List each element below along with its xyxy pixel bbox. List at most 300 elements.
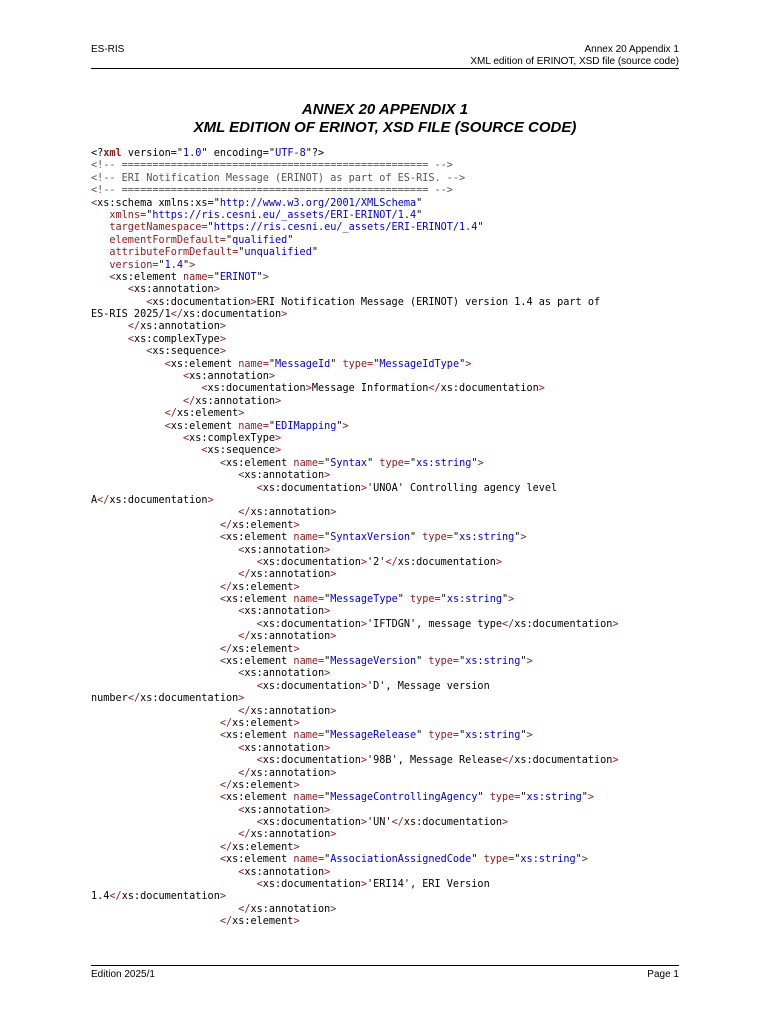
code-token: <: [219, 594, 226, 606]
code-token: </: [238, 903, 251, 915]
code-token: ": [324, 594, 331, 606]
code-token: xs:documentation: [403, 817, 502, 829]
code-token: ": [520, 792, 527, 804]
code-line: [91, 359, 691, 371]
code-token: </: [219, 841, 233, 853]
code-line: [91, 842, 691, 854]
code-token: [91, 904, 238, 915]
code-line: [91, 904, 691, 916]
code-line: [91, 631, 691, 643]
code-token: ": [416, 656, 423, 668]
code-token: </: [97, 494, 110, 506]
code-line: [91, 706, 691, 718]
code-line: [91, 260, 691, 272]
code-token: SyntaxVersion: [330, 532, 410, 544]
code-token: xs:string: [465, 656, 521, 668]
code-token: MessageIdType: [379, 358, 460, 370]
code-token: xs:element: [170, 420, 233, 432]
code-token: >: [293, 581, 300, 593]
code-token: xs:element: [225, 532, 288, 544]
code-token: >: [275, 432, 282, 444]
code-token: xs:complexType: [189, 432, 276, 444]
code-token: xs:schema: [97, 197, 153, 209]
code-token: [91, 582, 220, 593]
code-token: xs:sequence: [207, 445, 276, 457]
code-token: >: [219, 333, 226, 345]
code-line: [91, 520, 691, 532]
code-token: [91, 829, 238, 840]
code-token: [91, 730, 220, 741]
code-token: Message Information: [311, 383, 429, 395]
code-token: [91, 557, 257, 568]
code-token: ": [575, 854, 582, 866]
code-token: <: [146, 296, 153, 308]
code-line: [91, 718, 691, 730]
page-header-left: ES-RIS: [91, 44, 125, 55]
code-line: [91, 545, 691, 557]
code-token: name=: [287, 730, 325, 742]
code-token: <: [256, 680, 263, 692]
code-token: 'IFTDGN', message type: [367, 618, 502, 630]
code-token: type=: [422, 730, 460, 742]
code-token: xs:element: [232, 519, 294, 531]
code-token: >: [360, 817, 368, 829]
code-token: >: [275, 395, 282, 407]
code-token: </: [238, 569, 251, 581]
code-token: ": [336, 420, 343, 432]
code-token: name=: [287, 594, 325, 606]
code-line: [91, 495, 691, 507]
code-token: unqualified: [244, 247, 312, 259]
code-token: ": [256, 271, 263, 283]
code-token: type=: [336, 358, 374, 370]
code-token: >: [219, 346, 226, 358]
code-token: [91, 359, 165, 370]
code-token: ES-RIS 2025/1: [91, 309, 171, 321]
code-token: name=: [232, 420, 269, 432]
code-token: xs:element: [225, 792, 288, 804]
code-token: xs:element: [170, 358, 233, 370]
code-token: encoding=: [207, 148, 269, 159]
code-line: [91, 148, 691, 160]
code-token: xs:documentation: [262, 817, 361, 829]
footer-edition: Edition 2025/1: [91, 969, 155, 980]
code-token: 'D', Message version: [367, 680, 490, 692]
code-token: >: [324, 544, 331, 556]
code-line: [91, 569, 691, 581]
code-token: version=: [121, 148, 177, 159]
code-token: >: [324, 606, 331, 618]
code-token: <: [201, 383, 208, 395]
code-token: xs:element: [232, 779, 294, 791]
code-line: [91, 891, 691, 903]
code-token: >: [324, 668, 331, 680]
code-token: [91, 743, 238, 754]
code-token: name=: [176, 271, 214, 283]
code-token: </: [238, 631, 251, 643]
code-token: >: [250, 296, 257, 308]
code-token: '2': [367, 556, 386, 568]
code-token: [91, 371, 183, 382]
code-token: ": [213, 197, 220, 209]
code-token: ": [477, 792, 484, 804]
code-token: [91, 545, 238, 556]
code-token: <: [238, 544, 245, 556]
code-line: [91, 458, 691, 470]
code-token: <: [219, 656, 226, 668]
code-token: [91, 792, 220, 803]
code-token: xs:documentation: [262, 618, 361, 630]
code-token: xs:string: [526, 792, 582, 804]
code-token: <?: [91, 148, 104, 159]
code-token: [91, 507, 238, 518]
code-token: <: [256, 879, 263, 891]
code-token: >: [360, 755, 368, 767]
code-token: >: [330, 705, 337, 717]
code-token: <: [256, 618, 263, 630]
code-line: [91, 594, 691, 606]
code-token: xs:string: [416, 457, 472, 469]
code-token: <: [238, 470, 245, 482]
code-token: [91, 346, 146, 357]
code-token: name=: [287, 792, 325, 804]
code-token: xs:annotation: [244, 742, 325, 754]
code-token: >: [477, 457, 484, 469]
code-token: [91, 606, 238, 617]
code-token: ": [213, 271, 220, 283]
code-token: >: [330, 631, 337, 643]
code-line: [91, 668, 691, 680]
code-token: <: [91, 197, 98, 209]
code-token: >: [324, 804, 331, 816]
code-token: ": [520, 656, 527, 668]
code-token: ": [146, 209, 153, 221]
code-line: [91, 371, 691, 383]
header-annex-label: Annex 20 Appendix 1: [584, 44, 679, 55]
code-token: type=: [416, 532, 453, 544]
code-token: https://ris.cesni.eu/_assets/ERI-ERINOT/1.4: [213, 222, 478, 234]
code-token: >: [526, 730, 533, 742]
code-token: xs:annotation: [250, 569, 331, 581]
code-token: ": [176, 148, 184, 159]
code-token: xs:element: [232, 581, 294, 593]
code-token: ": [201, 148, 208, 159]
page-header-right: [470, 44, 679, 68]
code-token: >: [587, 792, 595, 804]
code-token: ": [324, 792, 331, 804]
code-token: qualified: [232, 234, 288, 246]
code-token: [91, 780, 220, 791]
code-token: ": [238, 247, 245, 259]
code-token: MessageId: [275, 358, 331, 370]
code-line: [91, 483, 691, 495]
code-token: [91, 631, 238, 642]
code-token: 'UN': [367, 817, 392, 829]
code-token: ": [502, 594, 509, 606]
code-token: name=: [287, 656, 325, 668]
code-token: xs:documentation: [183, 309, 282, 321]
xsd-source-code: [91, 148, 691, 929]
code-token: MessageRelease: [330, 730, 417, 742]
code-token: <: [238, 606, 245, 618]
code-token: [91, 681, 257, 692]
code-token: xs:annotation: [244, 544, 325, 556]
code-token: </: [127, 693, 141, 705]
code-token: 1.0: [183, 148, 202, 159]
code-line: [91, 421, 691, 433]
code-token: >: [330, 767, 337, 779]
code-token: xs:annotation: [250, 631, 331, 643]
code-token: >: [324, 866, 331, 878]
code-token: xs:documentation: [514, 618, 613, 630]
code-token: >: [330, 507, 337, 519]
code-token: </: [501, 755, 515, 767]
code-token: [91, 656, 220, 667]
code-token: xs:element: [225, 656, 288, 668]
code-token: ": [416, 197, 423, 209]
title-line-1: ANNEX 20 APPENDIX 1: [301, 101, 469, 118]
code-token: ": [459, 656, 466, 668]
code-token: [91, 817, 257, 828]
code-token: ": [330, 358, 337, 370]
code-token: [91, 396, 183, 407]
code-token: xmlns:xs=: [152, 197, 214, 209]
code-token: name=: [232, 358, 269, 370]
code-token: [91, 458, 220, 469]
code-token: ERINOT: [219, 271, 257, 283]
code-token: [91, 284, 128, 295]
code-token: xml: [103, 148, 122, 159]
code-token: >: [330, 903, 337, 915]
code-token: xs:string: [459, 532, 515, 544]
code-token: xs:annotation: [189, 371, 269, 383]
code-line: [91, 916, 691, 928]
code-token: ": [324, 730, 331, 742]
code-token: </: [501, 618, 515, 630]
code-line: [91, 198, 691, 210]
code-token: </: [183, 395, 196, 407]
code-token: type=: [422, 656, 460, 668]
code-token: >: [360, 556, 368, 568]
code-token: <: [238, 804, 245, 816]
code-token: ": [471, 457, 478, 469]
code-token: >: [324, 742, 331, 754]
code-token: xs:element: [225, 594, 288, 606]
code-token: [91, 668, 238, 679]
code-line: [91, 222, 691, 234]
code-token: xs:element: [225, 730, 288, 742]
code-token: [91, 210, 109, 221]
code-line: [91, 656, 691, 668]
code-token: ": [158, 259, 165, 271]
code-line: [91, 284, 691, 296]
code-token: xs:element: [232, 841, 294, 853]
code-token: https://ris.cesni.eu/_assets/ERI-ERINOT/1.4: [152, 209, 417, 221]
code-token: >: [360, 482, 368, 494]
code-line: [91, 470, 691, 482]
code-token: <: [109, 271, 116, 283]
code-token: ": [324, 656, 331, 668]
code-token: ": [225, 234, 233, 246]
code-token: ": [183, 259, 190, 271]
code-token: >: [508, 594, 515, 606]
code-token: ": [459, 730, 466, 742]
code-token: >: [207, 494, 214, 506]
code-token: xs:annotation: [244, 668, 325, 680]
code-token: xs:documentation: [397, 556, 496, 568]
code-token: >: [262, 271, 269, 283]
code-token: type=: [403, 594, 441, 606]
code-line: [91, 817, 691, 829]
code-token: >: [293, 841, 300, 853]
code-token: 'UNOA' Controlling agency level: [367, 482, 558, 494]
code-token: xs:documentation: [262, 482, 361, 494]
code-line: [91, 408, 691, 420]
code-token: >: [324, 470, 331, 482]
code-token: [91, 854, 220, 865]
code-token: >: [189, 259, 196, 271]
code-line: [91, 879, 691, 891]
code-token: ": [452, 532, 460, 544]
code-token: xs:documentation: [152, 296, 251, 308]
code-token: >: [293, 519, 300, 531]
code-token: </: [219, 519, 233, 531]
code-token: "?>: [305, 148, 325, 159]
code-line: [91, 730, 691, 742]
code-token: [91, 334, 128, 345]
code-token: 1.4: [164, 259, 184, 271]
code-line: [91, 644, 691, 656]
code-token: >: [330, 569, 337, 581]
code-token: xs:annotation: [133, 284, 214, 296]
code-token: >: [305, 383, 312, 395]
code-token: </: [164, 408, 177, 420]
code-token: <: [238, 866, 245, 878]
code-token: xs:element: [115, 271, 177, 283]
code-token: ": [520, 730, 527, 742]
code-token: [91, 867, 238, 878]
code-token: <!-- ================================================== -->: [91, 185, 453, 197]
code-token: http://www.w3.org/2001/XMLSchema: [219, 197, 417, 209]
code-token: >: [520, 532, 527, 544]
code-token: >: [538, 383, 545, 395]
code-token: xs:documentation: [262, 755, 361, 767]
code-token: >: [360, 618, 368, 630]
code-line: [91, 792, 691, 804]
code-token: >: [238, 693, 245, 705]
code-token: <: [164, 358, 171, 370]
code-token: [91, 247, 109, 258]
code-token: >: [219, 321, 226, 333]
code-token: name=: [287, 854, 325, 866]
code-token: xs:annotation: [140, 321, 220, 333]
code-token: xs:annotation: [244, 866, 325, 878]
code-token: </: [238, 705, 251, 717]
code-token: </: [219, 916, 233, 928]
code-token: ": [477, 222, 484, 234]
code-token: xs:element: [176, 408, 239, 420]
code-token: ": [311, 247, 318, 259]
code-token: ": [416, 730, 423, 742]
code-token: name=: [287, 457, 325, 469]
code-token: ERI Notification Message (ERINOT) version 1.4 as part of: [256, 296, 601, 308]
code-token: [91, 483, 257, 494]
code-token: </: [219, 779, 233, 791]
code-token: >: [612, 755, 619, 767]
code-line: [91, 829, 691, 841]
code-token: ": [268, 358, 276, 370]
code-token: <: [127, 284, 134, 296]
code-token: >: [293, 779, 300, 791]
code-token: '98B', Message Release: [367, 755, 502, 767]
code-token: xs:annotation: [244, 804, 325, 816]
code-token: xs:documentation: [262, 879, 361, 891]
code-line: [91, 396, 691, 408]
code-token: <: [238, 668, 245, 680]
code-token: <!-- ERI Notification Message (ERINOT) as part of ES-RIS. -->: [91, 172, 466, 184]
code-line: [91, 235, 691, 247]
code-token: xmlns=: [109, 209, 147, 221]
code-token: </: [391, 817, 404, 829]
header-subtitle: XML edition of ERINOT, XSD file (source code): [470, 56, 679, 67]
code-token: [91, 297, 146, 308]
code-line: [91, 383, 691, 395]
code-line: [91, 433, 691, 445]
code-token: ": [471, 854, 478, 866]
code-line: [91, 185, 691, 197]
code-line: [91, 681, 691, 693]
code-token: xs:annotation: [250, 507, 331, 519]
code-token: >: [526, 656, 533, 668]
code-token: MessageType: [330, 594, 398, 606]
code-token: <: [219, 854, 226, 866]
code-token: <: [256, 817, 263, 829]
code-token: xs:element: [225, 457, 288, 469]
code-token: </: [385, 556, 398, 568]
code-line: [91, 247, 691, 259]
code-line: [91, 309, 691, 321]
code-token: A: [91, 494, 98, 506]
code-token: [91, 619, 257, 630]
code-token: >: [495, 556, 502, 568]
code-token: ": [324, 532, 331, 544]
code-token: [91, 235, 109, 246]
code-token: [91, 272, 109, 283]
code-token: [91, 222, 109, 233]
code-token: xs:element: [232, 643, 294, 655]
code-token: xs:annotation: [244, 606, 325, 618]
code-token: ": [416, 209, 423, 221]
code-token: </: [238, 829, 251, 841]
code-token: >: [293, 916, 300, 928]
code-token: <: [201, 445, 208, 457]
code-token: >: [213, 284, 220, 296]
footer-page-number: Page 1: [647, 969, 679, 980]
code-token: >: [360, 879, 368, 891]
code-token: xs:string: [446, 594, 503, 606]
code-token: type=: [373, 457, 411, 469]
code-token: xs:documentation: [440, 383, 539, 395]
code-token: ": [397, 594, 404, 606]
code-token: EDIMapping: [275, 420, 337, 432]
code-token: xs:sequence: [152, 346, 220, 358]
code-token: <: [256, 755, 263, 767]
code-token: xs:annotation: [250, 705, 331, 717]
code-line: [91, 619, 691, 631]
code-token: <: [219, 730, 226, 742]
code-token: AssociationAssignedCode: [330, 854, 472, 866]
code-token: [91, 718, 220, 729]
